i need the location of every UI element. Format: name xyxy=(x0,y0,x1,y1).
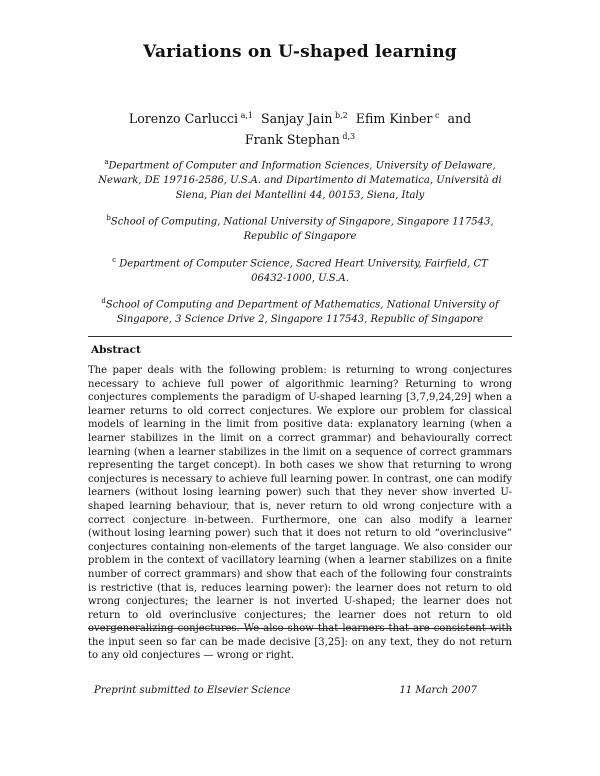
affiliation-text: School of Computing and Department of Mathematics, National University of Singapore, 3 Science Drive 2, Singapore 117543, Republic of Singapore xyxy=(105,299,499,326)
page-title: Variations on U-shaped learning xyxy=(143,42,457,62)
author-superscript: a,1 xyxy=(240,111,253,120)
abstract-heading: Abstract xyxy=(91,344,141,356)
affiliation xyxy=(95,155,505,203)
author-conjunction: and xyxy=(447,111,472,127)
author-name: Frank Stephan xyxy=(244,132,340,148)
abstract-bottom-rule xyxy=(88,628,512,629)
affiliation-text: Department of Computer Science, Sacred Heart University, Fairfield, CT 06432-1000, U.S.A. xyxy=(116,257,488,284)
affiliation-marker: b xyxy=(106,214,111,223)
author-superscript: c xyxy=(434,111,440,120)
author-superscript: d,3 xyxy=(342,132,356,142)
affiliation-marker: c xyxy=(112,255,117,264)
affiliation-text: School of Computing, National University of Singapore, Singapore 117543, Republic of Singapore xyxy=(110,216,494,243)
affiliation xyxy=(95,253,505,287)
preprint-note: Preprint submitted to Elsevier Science xyxy=(94,685,291,696)
affiliation-marker: a xyxy=(104,158,109,166)
abstract-body: The paper deals with the following problem: is returning to wrong conjectures necessary to achieve full power of algorithmic learning? Returning to wrong conjectures complements the paradigm of U-shaped learning [3,7,9,24,29] when a learner returns to old correct conjectures. We explore our problem for classical models of learning in the limit from positive data: explanatory learning (when a learner stabilizes in the limit on a correct grammar) and behaviourally correct learning (when a learner stabilizes in the limit on a sequence of correct grammars representing the target concept). In both cases we show that returning to wrong conjectures is necessary to achieve full learning power. In contrast, one can modify learners (without losing learning power) such that they never show inverted U-shaped learning behaviour, that is, never return to old wrong conjecture with a correct conjecture in-between. Furthermore, one can also modify a learner (without losing learning power) such that it does not return to old “overinclusive” conjectures containing non-elements of the target language. We also consider our problem in the context of vacillatory learning (when a learner stabilizes on a finite number of correct grammars) and show that each of the following four constraints is restrictive (that is, reduces learning power): the learner does not return to old wrong conjectures; the learner is not inverted U-shaped; the learner does not return to old overinclusive conjectures; the learner does not return to old overgeneralizing conjectures. We also show that learners that are consistent with the input seen so far can be made decisive [3,25]: on any text, they do not return to any old conjectures — wrong or right. xyxy=(88,365,512,662)
affiliations xyxy=(95,155,505,336)
abstract-top-rule xyxy=(88,336,512,337)
author-name: Lorenzo Carlucci xyxy=(128,111,239,127)
preprint-date: 11 March 2007 xyxy=(399,685,477,696)
affiliation xyxy=(95,211,505,245)
affiliation xyxy=(95,294,505,328)
author-name: Efim Kinber xyxy=(355,111,433,127)
author-list xyxy=(100,107,500,149)
affiliation-marker: d xyxy=(101,297,106,306)
author-superscript: b,2 xyxy=(335,111,348,120)
affiliation-text: Department of Computer and Information Sciences, University of Delaware, Newark, DE 19716-2586, U.S.A. and Dipartimento di Matematica, Università di Siena, Pian dei Mantellini 44, 00153, Siena, Italy xyxy=(98,160,502,201)
author-name: Sanjay Jain xyxy=(260,111,333,127)
